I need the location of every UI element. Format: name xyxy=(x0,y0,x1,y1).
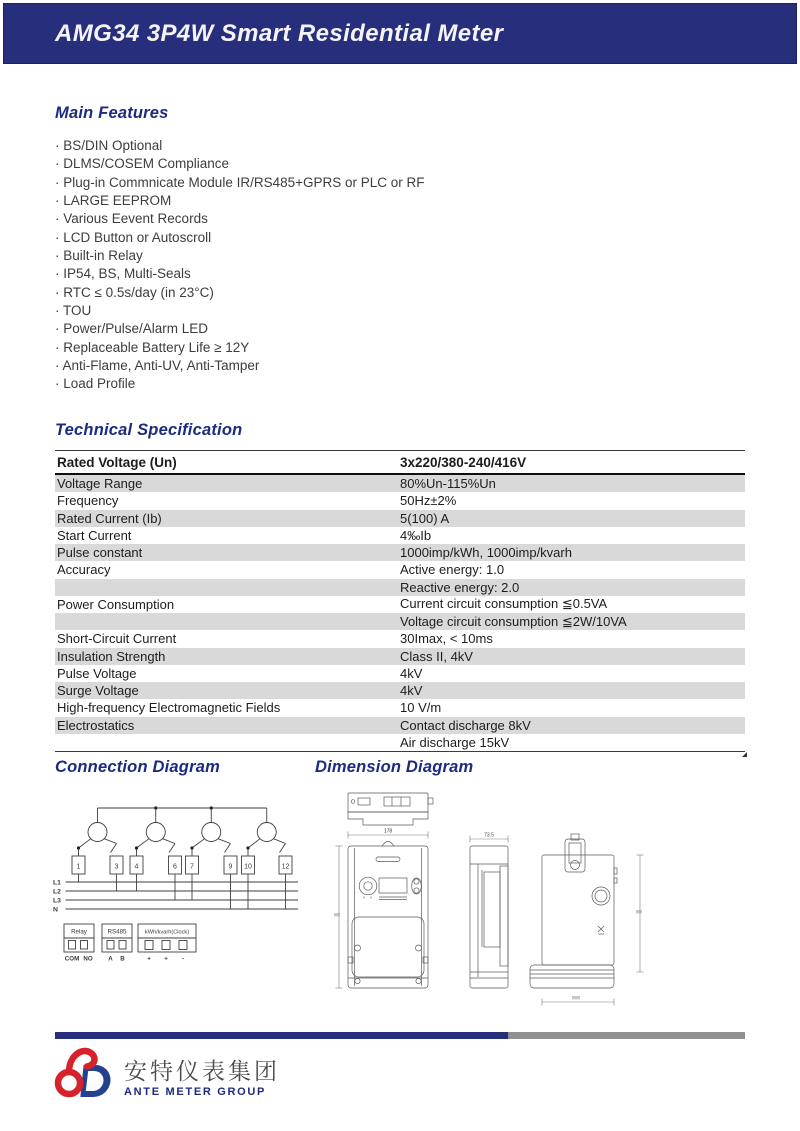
spec-row xyxy=(55,613,745,630)
feature-item: · TOU xyxy=(55,302,425,320)
features-list xyxy=(55,137,425,394)
spec-value: 30Imax, < 10ms xyxy=(400,631,493,647)
feature-item: · IP54, BS, Multi-Seals xyxy=(55,265,425,283)
spec-value: 10 V/m xyxy=(400,700,442,716)
spec-value: Class II, 4kV xyxy=(400,648,473,664)
spec-param: Pulse Voltage xyxy=(57,665,137,681)
spec-row xyxy=(55,734,745,751)
spec-value: 1000imp/kWh, 1000imp/kvarh xyxy=(400,545,572,561)
dimension-diagram xyxy=(332,782,800,1015)
company-logo xyxy=(53,1045,280,1101)
buttons xyxy=(412,878,422,894)
spec-row xyxy=(55,630,745,647)
phase-label-l1: L1 xyxy=(53,879,61,887)
spec-value: Current circuit consumption ≦0.5VA xyxy=(400,596,608,612)
terminal-label-9: 9 xyxy=(228,863,233,871)
logo-english-text: ANTE METER GROUP xyxy=(124,1086,267,1098)
logo-chinese-text: 安特仪表集团 xyxy=(124,1058,280,1084)
spec-table-body xyxy=(55,475,745,751)
relay-pin-com: COM xyxy=(64,955,80,963)
spec-row xyxy=(55,717,745,734)
spec-param: Accuracy xyxy=(57,562,111,578)
feature-item: · DLMS/COSEM Compliance xyxy=(55,155,425,173)
spec-row xyxy=(55,665,745,682)
spec-param: Insulation Strength xyxy=(57,648,166,664)
feature-item: · Various Eevent Records xyxy=(55,210,425,228)
spec-row xyxy=(55,682,745,699)
terminal-cover xyxy=(352,917,424,977)
spec-row xyxy=(55,561,745,578)
terminal-label-6: 6 xyxy=(173,863,177,871)
spec-header-value: 3x220/380-240/416V xyxy=(400,454,527,470)
spec-row xyxy=(55,492,745,509)
connection-diagram xyxy=(52,792,332,978)
page-title: AMG34 3P4W Smart Residential Meter xyxy=(55,20,504,47)
header-band xyxy=(3,3,797,64)
spec-row xyxy=(55,544,745,561)
terminal-label-1: 1 xyxy=(76,863,81,871)
ante-logo-mark xyxy=(53,1045,117,1101)
spec-value: 5(100) A xyxy=(400,510,450,526)
relay-box-label: Relay xyxy=(71,928,87,936)
bus-junction-dot xyxy=(154,806,157,809)
spec-row xyxy=(55,596,745,613)
terminal-label-12: 12 xyxy=(281,863,290,871)
feature-item: · RTC ≤ 0.5s/day (in 23°C) xyxy=(55,284,425,302)
spec-param: Surge Voltage xyxy=(57,683,139,699)
spec-table xyxy=(55,450,745,752)
spec-row xyxy=(55,510,745,527)
spec-param: Pulse constant xyxy=(57,545,143,561)
phase-label-l2: L2 xyxy=(53,888,61,896)
dimension-diagram-heading: Dimension Diagram xyxy=(315,758,474,776)
hanging-bracket xyxy=(565,839,585,872)
meter-back-view xyxy=(542,855,614,965)
feature-item: · Built-in Relay xyxy=(55,247,425,265)
kwh-pin-plus1: + xyxy=(147,955,151,963)
table-corner-mark xyxy=(742,752,747,757)
spec-value: 50Hz±2% xyxy=(400,493,457,509)
feature-item: · Replaceable Battery Life ≥ 12Y xyxy=(55,339,425,357)
rs485-pin-a: A xyxy=(108,955,113,963)
spec-value: Air discharge 15kV xyxy=(400,734,510,750)
terminal-label-3: 3 xyxy=(114,863,119,871)
spec-param: Rated Current (Ib) xyxy=(57,510,162,526)
spec-value: 4kV xyxy=(400,683,423,699)
spec-row xyxy=(55,475,745,492)
spec-value: 4‰Ib xyxy=(400,527,432,543)
spec-value: 4kV xyxy=(400,665,423,681)
spec-param: High-frequency Electromagnetic Fields xyxy=(57,700,281,716)
spec-param: Frequency xyxy=(57,493,119,509)
relay-pin-no: NO xyxy=(83,955,93,963)
kwh-pin-plus2: + xyxy=(164,955,168,963)
feature-item: · BS/DIN Optional xyxy=(55,137,425,155)
feature-item: · Power/Pulse/Alarm LED xyxy=(55,320,425,338)
spec-row xyxy=(55,527,745,544)
rs485-box-label: RS485 xyxy=(107,928,127,936)
kwh-box-label: kWh/kvarh(Clock) xyxy=(144,929,190,936)
spec-row xyxy=(55,648,745,665)
feature-item: · LCD Button or Autoscroll xyxy=(55,229,425,247)
terminal-label-4: 4 xyxy=(134,863,139,871)
phase-label-n: N xyxy=(53,906,58,914)
spec-row xyxy=(55,579,745,596)
feature-item: · Anti-Flame, Anti-UV, Anti-Tamper xyxy=(55,357,425,375)
main-features-heading: Main Features xyxy=(55,104,169,122)
spec-param: Voltage Range xyxy=(57,476,143,492)
feature-item: · LARGE EEPROM xyxy=(55,192,425,210)
spec-param: Short-Circuit Current xyxy=(57,631,177,647)
spec-header-param: Rated Voltage (Un) xyxy=(57,454,177,470)
spec-value: Voltage circuit consumption ≦2W/10VA xyxy=(400,613,627,629)
meter-side-view xyxy=(470,846,508,988)
spec-value: Active energy: 1.0 xyxy=(400,562,505,578)
terminal-label-7: 7 xyxy=(190,863,194,871)
footer-bar xyxy=(55,1032,745,1039)
technical-specification-heading: Technical Specification xyxy=(55,421,243,439)
rs485-pin-b: B xyxy=(120,955,125,963)
terminal-label-10: 10 xyxy=(244,863,252,871)
kwh-pin-minus: - xyxy=(181,955,185,963)
dim-depth-label: 73.5 xyxy=(484,832,494,839)
logo-red-ring xyxy=(58,1072,80,1094)
spec-table-header-row xyxy=(55,450,745,475)
spec-row xyxy=(55,699,745,716)
footer-bar-navy xyxy=(55,1032,508,1039)
spec-value: 80%Un-115%Un xyxy=(400,476,496,492)
feature-item: · Plug-in Commnicate Module IR/RS485+GPRS or PLC or RF xyxy=(55,174,425,192)
spec-value: Contact discharge 8kV xyxy=(400,717,531,733)
spec-param: Start Current xyxy=(57,527,132,543)
spec-param: Electrostatics xyxy=(57,717,135,733)
phase-label-l3: L3 xyxy=(53,897,61,905)
spec-value: Reactive energy: 2.0 xyxy=(400,579,520,595)
spec-param: Power Consumption xyxy=(57,596,175,612)
lcd-display xyxy=(379,878,407,893)
feature-item: · Load Profile xyxy=(55,375,425,393)
optical-port xyxy=(359,877,377,895)
connection-diagram-heading: Connection Diagram xyxy=(55,758,220,776)
meter-top-view xyxy=(348,793,428,812)
bus-junction-dot xyxy=(210,806,213,809)
dim-width-label: 178 xyxy=(383,828,393,835)
